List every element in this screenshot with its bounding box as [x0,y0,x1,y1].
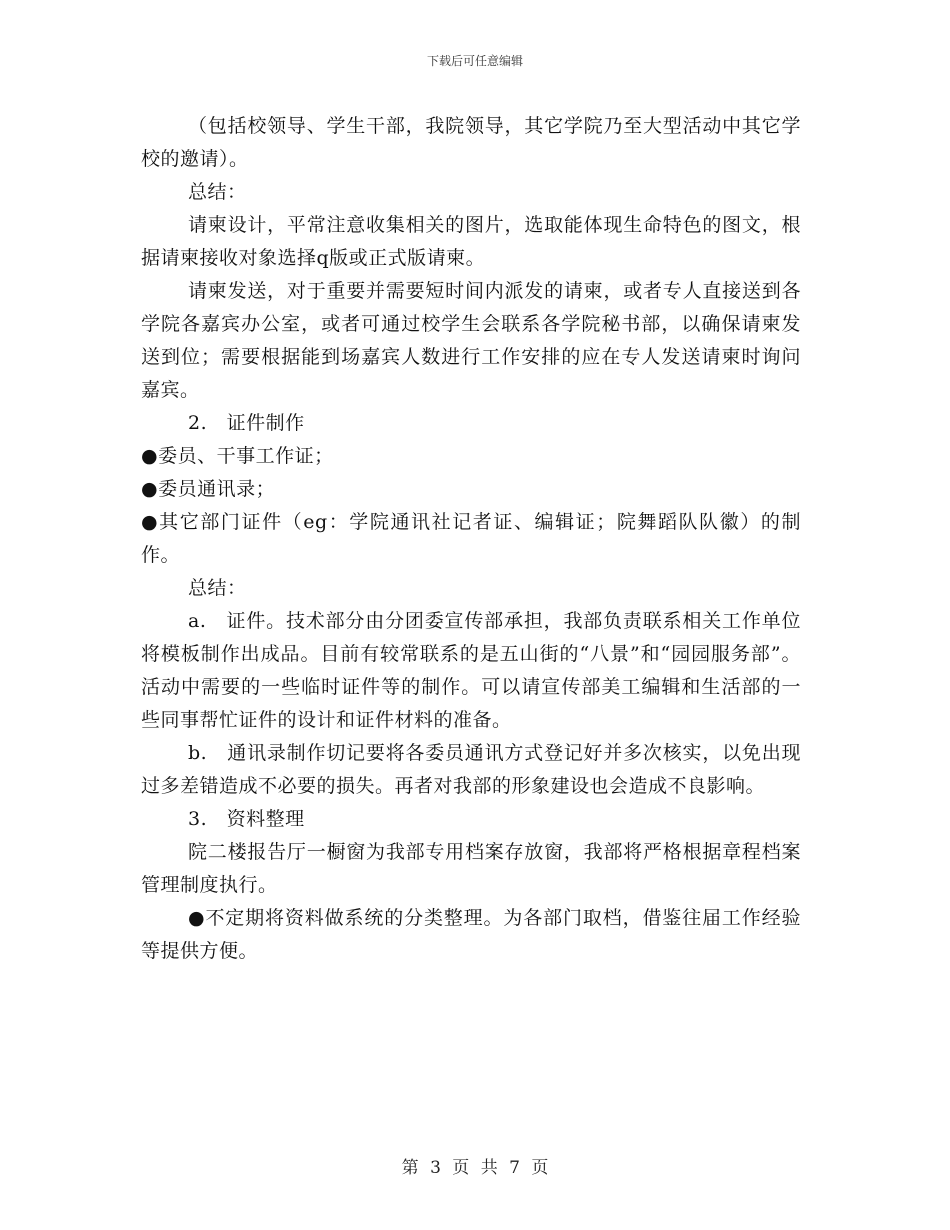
section-heading: 2. 证件制作 [188,412,305,434]
section-heading: 3. 资料整理 [188,808,305,830]
bullet-item: ●不定期将资料做系统的分类整理。为各部门取档，借鉴往届工作经验等提供方便。 [141,907,801,962]
paragraph: 请柬设计，平常注意收集相关的图片，选取能体现生命特色的图文，根据请柬接收对象选择q版或正式版请柬。 [141,214,801,269]
paragraph: 总结： [188,181,247,203]
page-header: 下载后可任意编辑 [426,54,523,68]
document-body [141,110,801,968]
bullet-item: ●委员通讯录； [141,478,276,500]
paragraph: 总结： [188,577,247,599]
paragraph: a. 证件。技术部分由分团委宣传部承担，我部负责联系相关工作单位将模板制作出成品。目前有较常联系的是五山街的“八景”和“园园服务部”。活动中需要的一些临时证件等的制作。可以请宣传部美工编辑和生活部的一些同事帮忙证件的设计和证件材料的准备。 [141,610,801,731]
bullet-item: ●委员、干事工作证； [141,445,334,467]
paragraph: 院二楼报告厅一橱窗为我部专用档案存放窗，我部将严格根据章程档案管理制度执行。 [141,841,801,896]
bullet-item: ●其它部门证件（eg：学院通讯社记者证、编辑证；院舞蹈队队徽）的制作。 [141,511,801,566]
paragraph: 请柬发送，对于重要并需要短时间内派发的请柬，或者专人直接送到各学院各嘉宾办公室，或者可通过校学生会联系各学院秘书部，以确保请柬发送到位；需要根据能到场嘉宾人数进行工作安排的应在专人发送请柬时询问嘉宾。 [141,280,801,401]
page-number: 第 3 页 共 7 页 [401,1158,549,1178]
paragraph: b. 通讯录制作切记要将各委员通讯方式登记好并多次核实，以免出现过多差错造成不必要的损失。再者对我部的形象建设也会造成不良影响。 [141,742,801,797]
paragraph: （包括校领导、学生干部，我院领导，其它学院乃至大型活动中其它学校的邀请）。 [141,115,801,170]
